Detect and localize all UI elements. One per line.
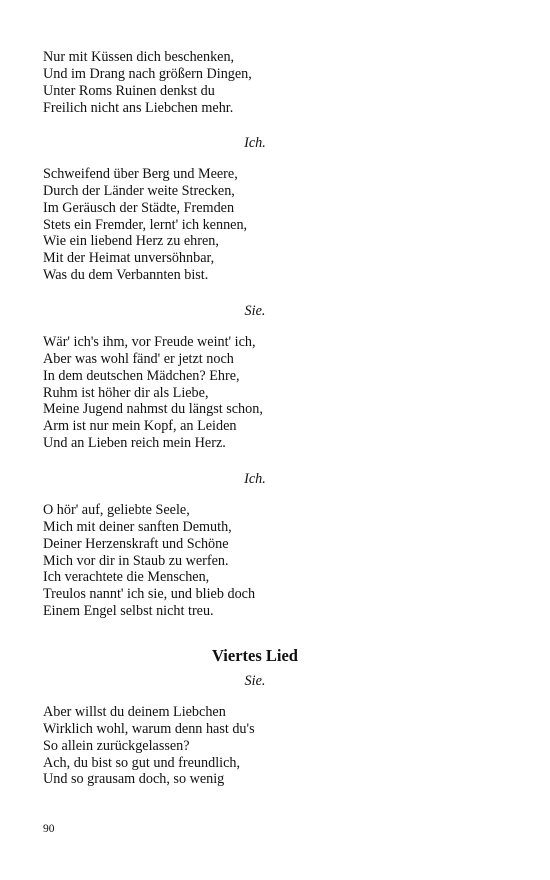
stanza-5 [43, 704, 503, 788]
verse-line: Meine Jugend nahmst du längst schon, [43, 401, 263, 418]
verse-line: So allein zurückgelassen? [43, 737, 190, 754]
page-number: 90 [43, 823, 55, 835]
verse-line: Im Geräusch der Städte, Fremden [43, 199, 235, 216]
verse-line: Und an Lieben reich mein Herz. [43, 435, 226, 452]
verse-line: Arm ist nur mein Kopf, an Leiden [43, 418, 237, 435]
verse-line: Ruhm ist höher dir als Liebe, [43, 384, 209, 401]
verse-line: In dem deutschen Mädchen? Ehre, [43, 367, 240, 384]
verse-line: Schweifend über Berg und Meere, [43, 166, 238, 182]
verse-line: O hör' auf, geliebte Seele, [43, 502, 190, 518]
verse-line: Ach, du bist so gut und freundlich, [43, 754, 241, 771]
verse-line: Mich mit deiner sanften Demuth, [43, 518, 232, 535]
verse-line: Und so grausam doch, so wenig [43, 771, 225, 788]
verse-line: Mit der Heimat unversöhnbar, [43, 250, 215, 267]
verse-line: Freilich nicht ans Liebchen mehr. [43, 99, 234, 116]
verse-line: Und im Drang nach größern Dingen, [43, 65, 252, 82]
verse-line: Stets ein Fremder, lernt' ich kennen, [43, 216, 248, 233]
verse-line: Aber was wohl fänd' er jetzt noch [43, 350, 234, 367]
verse-line: Einem Engel selbst nicht treu. [43, 603, 214, 620]
speaker-label: Ich. [244, 135, 266, 151]
verse-line: Wär' ich's ihm, vor Freude weint' ich, [43, 334, 256, 350]
stanza-1 [43, 49, 503, 116]
verse-line: Wie ein liebend Herz zu ehren, [43, 233, 219, 250]
stanza-2 [43, 166, 503, 284]
speaker-label: Sie. [244, 303, 266, 319]
verse-line: Deiner Herzenskraft und Schöne [43, 535, 229, 552]
stanza-3 [43, 334, 503, 452]
section-heading: Viertes Lied [212, 646, 298, 665]
verse-line: Wirklich wohl, warum denn hast du's [43, 720, 255, 737]
verse-line: Durch der Länder weite Strecken, [43, 182, 235, 199]
verse-line: Ich verachtete die Menschen, [43, 569, 210, 586]
speaker-label: Sie. [244, 673, 266, 689]
verse-line: Unter Roms Ruinen denkst du [43, 82, 215, 99]
stanza-4 [43, 502, 503, 620]
verse-line: Aber willst du deinem Liebchen [43, 704, 226, 720]
verse-line: Nur mit Küssen dich beschenken, [43, 49, 235, 65]
speaker-label: Ich. [244, 471, 266, 487]
verse-line: Treulos nannt' ich sie, und blieb doch [43, 586, 256, 603]
verse-line: Mich vor dir in Staub zu werfen. [43, 552, 229, 569]
verse-line: Was du dem Verbannten bist. [43, 267, 209, 284]
